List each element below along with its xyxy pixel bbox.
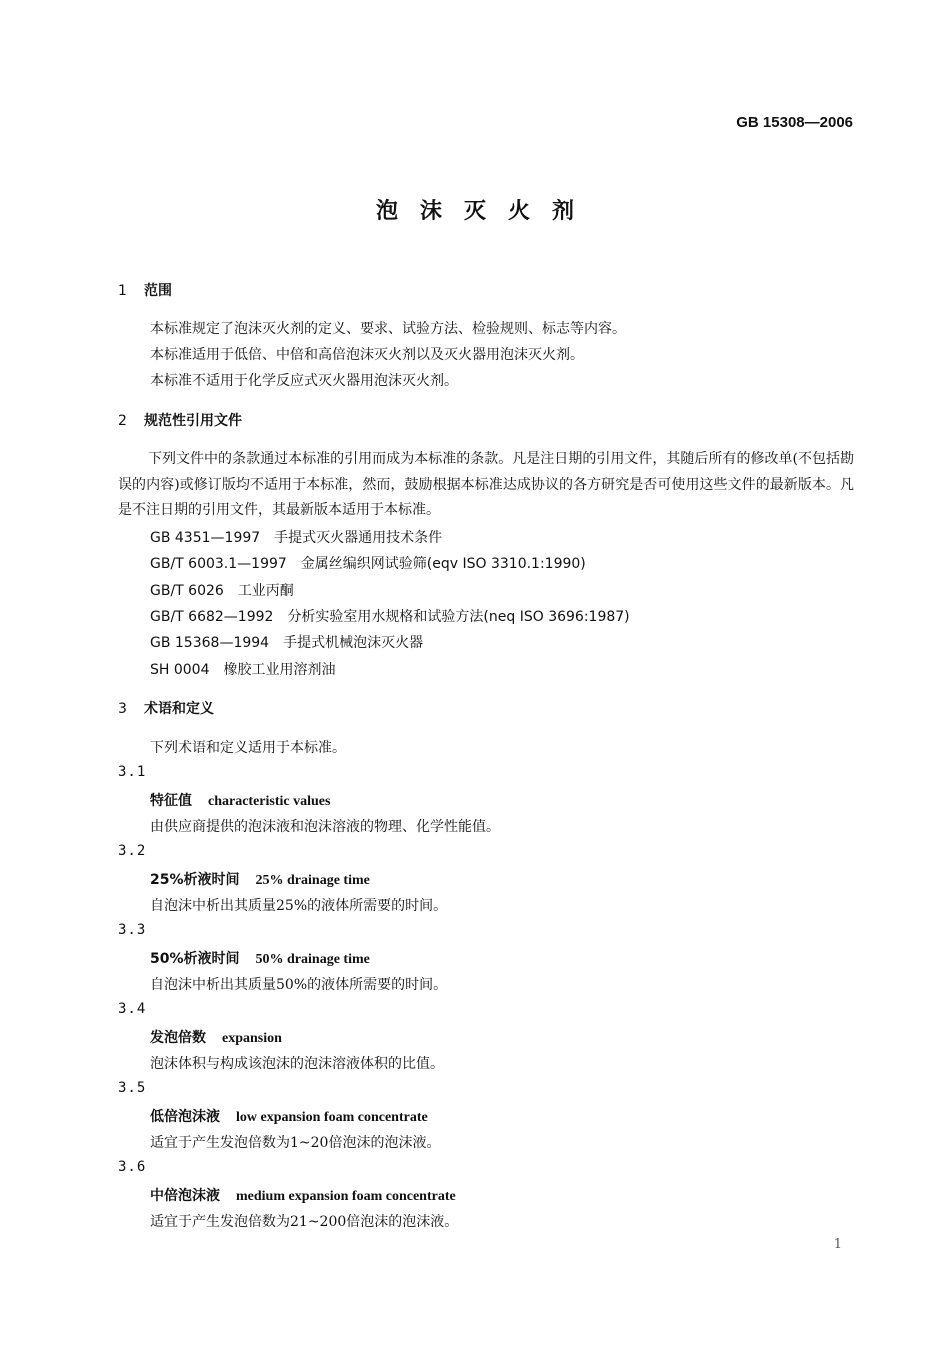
reference-title: 金属丝编织网试验筛(eqv ISO 3310.1:1990) [300, 556, 586, 572]
term-definition: 自泡沫中析出其质量25%的液体所需要的时间。 [150, 898, 448, 914]
term-definition: 适宜于产生发泡倍数为21~200倍泡沫的泡沫液。 [150, 1214, 459, 1230]
clause-number: 3.4 [118, 1001, 147, 1017]
term-cn: 低倍泡沫液 [150, 1109, 220, 1125]
term-en: medium expansion foam concentrate [236, 1189, 456, 1204]
term-entry [150, 1185, 456, 1205]
term-definition: 泡沫体积与构成该泡沫的泡沫溶液体积的比值。 [150, 1056, 444, 1072]
clause-number: 3.1 [118, 764, 147, 780]
term-en: characteristic values [208, 794, 331, 809]
section-2-heading [118, 410, 242, 430]
paragraph: 本标准规定了泡沫灭火剂的定义、要求、试验方法、检验规则、标志等内容。 [150, 321, 626, 337]
term-definition: 由供应商提供的泡沫液和泡沫溶液的物理、化学性能值。 [150, 819, 500, 835]
section-title: 术语和定义 [144, 701, 214, 717]
reference-code: GB 15368—1994 [150, 635, 270, 651]
term-entry [150, 948, 370, 968]
term-entry [150, 1027, 282, 1047]
term-entry [150, 790, 330, 810]
reference-item [150, 659, 336, 679]
section-title: 范围 [144, 283, 172, 299]
reference-code: GB/T 6026 [150, 583, 224, 599]
clause-number: 3.6 [118, 1159, 147, 1175]
reference-code: SH 0004 [150, 662, 210, 678]
section-number: 1 [118, 283, 127, 299]
reference-item [150, 553, 586, 573]
section-1-heading [118, 280, 172, 300]
term-en: low expansion foam concentrate [236, 1110, 428, 1125]
term-definition: 适宜于产生发泡倍数为1~20倍泡沫的泡沫液。 [150, 1135, 441, 1151]
term-cn: 50%析液时间 [150, 951, 240, 967]
term-cn: 中倍泡沫液 [150, 1188, 220, 1204]
clause-number: 3.5 [118, 1080, 147, 1096]
section-number: 3 [118, 701, 127, 717]
reference-item [150, 606, 630, 626]
term-definition: 自泡沫中析出其质量50%的液体所需要的时间。 [150, 977, 448, 993]
page-title: 泡沫灭火剂 [375, 199, 596, 224]
page-number: 1 [833, 1237, 842, 1252]
reference-code: GB 4351—1997 [150, 530, 261, 546]
term-entry [150, 869, 370, 889]
reference-code: GB/T 6003.1—1997 [150, 556, 287, 572]
reference-title: 分析实验室用水规格和试验方法(neq ISO 3696:1987) [287, 609, 630, 625]
section-2-intro: 下列文件中的条款通过本标准的引用而成为本标准的条款。凡是注日期的引用文件，其随后所有的修改单(不包括勘误的内容)或修订版均不适用于本标准，然而，鼓励根据本标准达成协议的各方研究是否可使用这些文件的最新版本。凡是不注日期的引用文件，其最新版本适用于本标准。 [118, 451, 854, 518]
term-cn: 25%析液时间 [150, 872, 240, 888]
reference-item [150, 580, 294, 600]
reference-item [150, 632, 423, 652]
term-en: 25% drainage time [255, 873, 370, 888]
section-number: 2 [118, 413, 127, 429]
reference-title: 手提式灭火器通用技术条件 [274, 530, 443, 546]
paragraph: 本标准适用于低倍、中倍和高倍泡沫灭火剂以及灭火器用泡沫灭火剂。 [150, 347, 584, 363]
reference-title: 手提式机械泡沫灭火器 [283, 635, 424, 651]
reference-code: GB/T 6682—1992 [150, 609, 274, 625]
section-3-heading [118, 698, 214, 718]
clause-number: 3.3 [118, 922, 147, 938]
term-cn: 发泡倍数 [150, 1030, 206, 1046]
standard-number: GB 15308—2006 [736, 114, 853, 131]
section-title: 规范性引用文件 [144, 413, 242, 429]
term-en: 50% drainage time [255, 952, 370, 967]
paragraph: 本标准不适用于化学反应式灭火器用泡沫灭火剂。 [150, 373, 458, 389]
reference-title: 工业丙酮 [237, 583, 294, 599]
term-en: expansion [222, 1031, 282, 1046]
section-3-intro: 下列术语和定义适用于本标准。 [150, 740, 346, 756]
term-entry [150, 1106, 428, 1126]
term-cn: 特征值 [150, 793, 192, 809]
reference-item [150, 527, 442, 547]
clause-number: 3.2 [118, 843, 147, 859]
reference-title: 橡胶工业用溶剂油 [223, 662, 336, 678]
